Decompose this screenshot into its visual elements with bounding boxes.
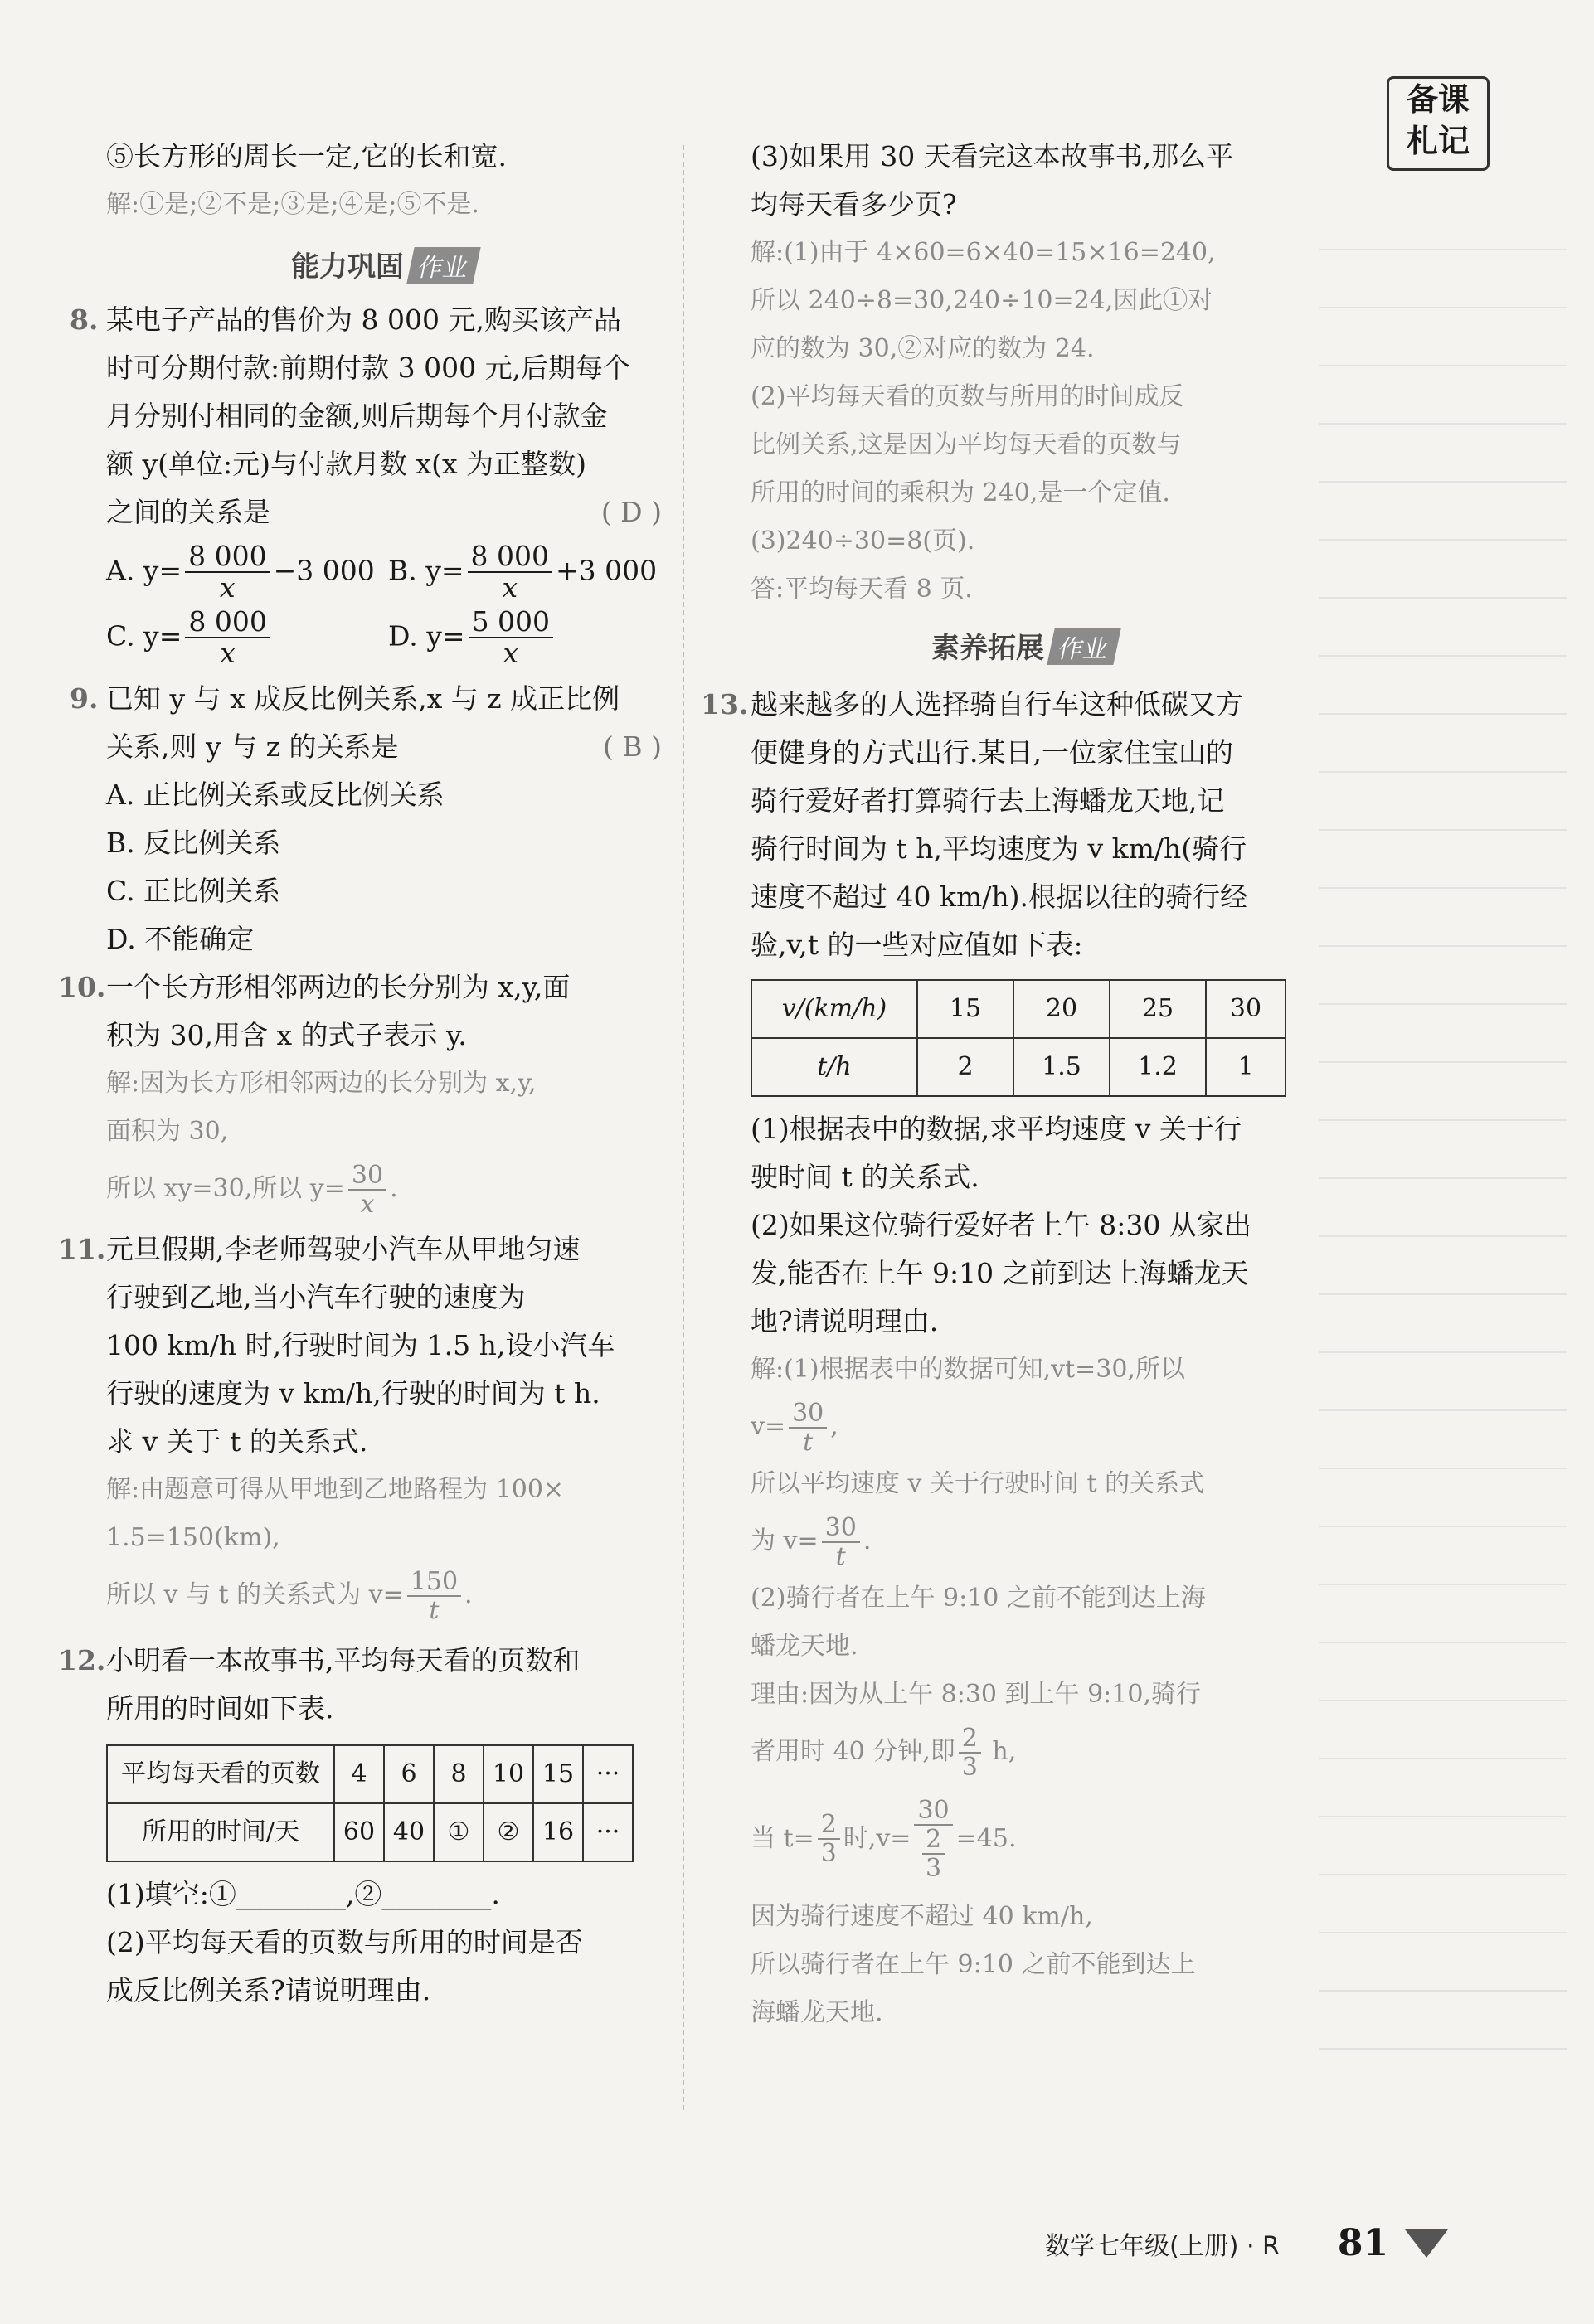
- q9-option: A. 正比例关系或反比例关系: [106, 779, 445, 812]
- q9-option: B. 反比例关系: [106, 827, 281, 860]
- q12-table: [106, 1744, 634, 1862]
- q13-answer: 为 v= $\frac{30}{t}$ .: [751, 1513, 872, 1571]
- q9-line: 已知 y 与 x 成反比例关系,x 与 z 成正比例: [106, 682, 620, 716]
- q11-line: 行驶的速度为 v km/h,行驶的时间为 t h.: [106, 1377, 600, 1410]
- q13-answer: 理由:因为从上午 8:30 到上午 9:10,骑行: [751, 1680, 1201, 1709]
- answer-choice: ( D ): [600, 496, 662, 528]
- q13-sub: 发,能否在上午 9:10 之前到达上海蟠龙天: [751, 1257, 1249, 1289]
- section-title: 能力巩固: [291, 250, 404, 284]
- table-cell: ···: [583, 1803, 633, 1861]
- table-cell: 15: [533, 1745, 583, 1803]
- table-cell: ···: [583, 1745, 633, 1803]
- q10-line: 积为 30,用含 x 的式子表示 y.: [106, 1019, 467, 1052]
- question-number: 12.: [58, 1644, 106, 1677]
- q12-answer: 比例关系,这是因为平均每天看的页数与: [751, 430, 1182, 459]
- table-cell: 所用的时间/天: [107, 1803, 334, 1861]
- q13-line: 骑行爱好者打算骑行去上海蟠龙天地,记: [751, 784, 1225, 817]
- q13-answer: 所以平均速度 v 关于行驶时间 t 的关系式: [751, 1469, 1205, 1498]
- q11-answer: 解:由题意可得从甲地到乙地路程为 100×: [106, 1475, 565, 1505]
- q13-sub: 地?请说明理由.: [751, 1305, 939, 1337]
- table-cell: 1.5: [1013, 1038, 1110, 1096]
- table-cell: 16: [533, 1803, 583, 1861]
- q8-line: 之间的关系是 ( D ): [106, 488, 662, 536]
- q12-answer: 所以 240÷8=30,240÷10=24,因此①对: [751, 286, 1213, 315]
- q13-answer: (2)骑行者在上午 9:10 之前不能到达上海: [751, 1584, 1206, 1613]
- question-10: [58, 963, 662, 1222]
- q12-answer: 所用的时间的乘积为 240,是一个定值.: [751, 478, 1170, 507]
- q11-line: 求 v 关于 t 的关系式.: [106, 1425, 368, 1458]
- q13-answer: v= $\frac{30}{t}$ ,: [751, 1399, 838, 1457]
- page-corner-arrow-icon: [1405, 2229, 1448, 2258]
- question-9: [70, 675, 662, 963]
- question-13: [701, 681, 1298, 2037]
- table-cell: 15: [917, 980, 1013, 1038]
- q12-cont: 均每天看多少页?: [751, 188, 957, 221]
- q13-line: 骑行时间为 t h,平均速度为 v km/h(骑行: [751, 832, 1247, 865]
- table-row: [107, 1803, 633, 1861]
- question-11: [58, 1225, 662, 1628]
- homework-tag: 作业: [406, 247, 480, 284]
- question-12: [58, 1637, 662, 2015]
- table-cell: 40: [384, 1803, 434, 1861]
- page-number: 81: [1337, 2222, 1389, 2264]
- table-cell: 4: [334, 1745, 384, 1803]
- q13-answer: 海蟠龙天地.: [751, 1998, 883, 2027]
- q9-option: D. 不能确定: [106, 923, 255, 956]
- answer-choice: ( B ): [603, 730, 662, 764]
- q13-line: 速度不超过 40 km/h).根据以往的骑行经: [751, 881, 1247, 913]
- table-cell: 1.2: [1110, 1038, 1206, 1096]
- q13-line: 便健身的方式出行.某日,一位家住宝山的: [751, 736, 1233, 769]
- question-8: [70, 296, 662, 669]
- q10-line: 一个长方形相邻两边的长分别为 x,y,面: [106, 971, 571, 1004]
- q12-answer: 解:(1)由于 4×60=6×40=15×16=240,: [751, 238, 1216, 267]
- table-cell: 8: [434, 1745, 484, 1803]
- q13-sub: 驶时间 t 的关系式.: [751, 1161, 979, 1193]
- table-row: [751, 980, 1285, 1038]
- section-heading-ability: [106, 244, 662, 284]
- q8-line: 某电子产品的售价为 8 000 元,购买该产品: [106, 303, 621, 336]
- table-cell: 30: [1206, 980, 1285, 1038]
- q13-answer: 蟠龙天地.: [751, 1632, 858, 1661]
- q12-answer: 答:平均每天看 8 页.: [751, 575, 973, 604]
- option-d: D. y= $\frac{5 000}{x}$: [388, 607, 556, 669]
- question-number: 11.: [58, 1233, 106, 1266]
- table-cell: 10: [484, 1745, 533, 1803]
- option-c: C. y= $\frac{8 000}{x}$: [106, 607, 388, 669]
- table-row: [751, 1038, 1285, 1096]
- stamp-top: 备课: [1406, 81, 1470, 118]
- table-cell: t/h: [751, 1038, 917, 1096]
- q8-line: 时可分期付款:前期付款 3 000 元,后期每个: [106, 352, 631, 384]
- q13-sub: (2)如果这位骑行爱好者上午 8:30 从家出: [751, 1209, 1251, 1241]
- question-number: 9.: [70, 682, 99, 716]
- notes-stamp: [1387, 76, 1490, 171]
- table-row: [107, 1745, 633, 1803]
- q11-line: 元旦假期,李老师驾驶小汽车从甲地匀速: [106, 1233, 581, 1266]
- table-cell: ②: [484, 1803, 533, 1861]
- q12-line: 小明看一本故事书,平均每天看的页数和: [106, 1644, 581, 1677]
- q8-line: 额 y(单位:元)与付款月数 x(x 为正整数): [106, 448, 586, 480]
- q13-answer: 因为骑行速度不超过 40 km/h,: [751, 1902, 1093, 1931]
- q13-answer: 解:(1)根据表中的数据可知,vt=30,所以: [751, 1355, 1185, 1384]
- q11-line: 100 km/h 时,行驶时间为 1.5 h,设小汽车: [106, 1329, 615, 1362]
- q13-sub: (1)根据表中的数据,求平均速度 v 关于行: [751, 1113, 1242, 1145]
- q8-options-row2: [106, 604, 662, 669]
- item5-text: ⑤长方形的周长一定,它的长和宽.: [106, 140, 507, 172]
- section-heading-extension: [751, 625, 1298, 666]
- option-b: B. y= $\frac{8 000}{x}$ +3 000: [388, 540, 658, 604]
- q12-answer: (2)平均每天看的页数与所用的时间成反: [751, 382, 1184, 411]
- q11-line: 行驶到乙地,当小汽车行驶的速度为: [106, 1281, 526, 1314]
- q11-answer: 1.5=150(km),: [106, 1523, 280, 1553]
- q10-answer-final: 所以 xy=30,所以 y= $\frac{30}{x}$ .: [106, 1161, 398, 1220]
- q12-answer: (3)240÷30=8(页).: [751, 526, 975, 556]
- table-cell: 平均每天看的页数: [107, 1745, 334, 1803]
- section-title: 素养拓展: [931, 632, 1044, 665]
- q13-answer: 者用时 40 分钟,即 $\frac{2}{3}$ h,: [751, 1724, 1017, 1782]
- table-cell: v/(km/h): [751, 980, 917, 1038]
- option-a: A. y= $\frac{8 000}{x}$ −3 000: [106, 540, 375, 604]
- q10-answer: 解:因为长方形相邻两边的长分别为 x,y,: [106, 1069, 537, 1099]
- question-number: 8.: [70, 303, 99, 336]
- q13-table: [751, 979, 1286, 1097]
- q13-answer: 所以骑行者在上午 9:10 之前不能到达上: [751, 1950, 1196, 1979]
- q10-answer: 面积为 30,: [106, 1117, 229, 1147]
- question-number: 10.: [58, 971, 106, 1004]
- q13-line: 越来越多的人选择骑自行车这种低碳又方: [751, 688, 1243, 720]
- q12-answer: 应的数为 30,②对应的数为 24.: [751, 334, 1095, 363]
- homework-tag: 作业: [1047, 628, 1120, 665]
- footer: [1045, 2222, 1509, 2264]
- q11-answer-final: 所以 v 与 t 的关系式为 v= $\frac{150}{t}$ .: [106, 1567, 473, 1626]
- q12-cont: (3)如果用 30 天看完这本故事书,那么平: [751, 140, 1234, 172]
- book-title: 数学七年级(上册) · R: [1045, 2231, 1280, 2261]
- table-cell: 25: [1110, 980, 1206, 1038]
- table-cell: 2: [917, 1038, 1013, 1096]
- left-column: [58, 133, 662, 2015]
- q12-sub2: (2)平均每天看的页数与所用的时间是否: [106, 1926, 583, 1959]
- q12-line: 所用的时间如下表.: [106, 1692, 334, 1725]
- q8-options-row1: [106, 541, 662, 604]
- table-cell: 60: [334, 1803, 384, 1861]
- column-divider: [683, 145, 684, 2110]
- question-number: 13.: [701, 688, 749, 720]
- q12-sub2: 成反比例关系?请说明理由.: [106, 1974, 431, 2007]
- q12-sub1: (1)填空:①________,②________.: [106, 1878, 500, 1911]
- right-column: [701, 133, 1298, 2037]
- table-cell: 1: [1206, 1038, 1285, 1096]
- table-cell: ①: [434, 1803, 484, 1861]
- q13-line: 验,v,t 的一些对应值如下表:: [751, 929, 1083, 961]
- q9-line: 关系,则 y 与 z 的关系是 ( B ): [106, 723, 662, 771]
- stamp-bottom: 札记: [1406, 123, 1470, 159]
- q13-answer-compound: 当 t= $\frac{2}{3}$ 时,v= 30 2 3 =45.: [751, 1795, 1017, 1883]
- q8-line: 月分别付相同的金额,则后期每个月付款金: [106, 400, 608, 432]
- table-cell: 20: [1013, 980, 1110, 1038]
- q9-option: C. 正比例关系: [106, 875, 281, 908]
- table-cell: 6: [384, 1745, 434, 1803]
- item5-answer: 解:①是;②不是;③是;④是;⑤不是.: [106, 190, 480, 219]
